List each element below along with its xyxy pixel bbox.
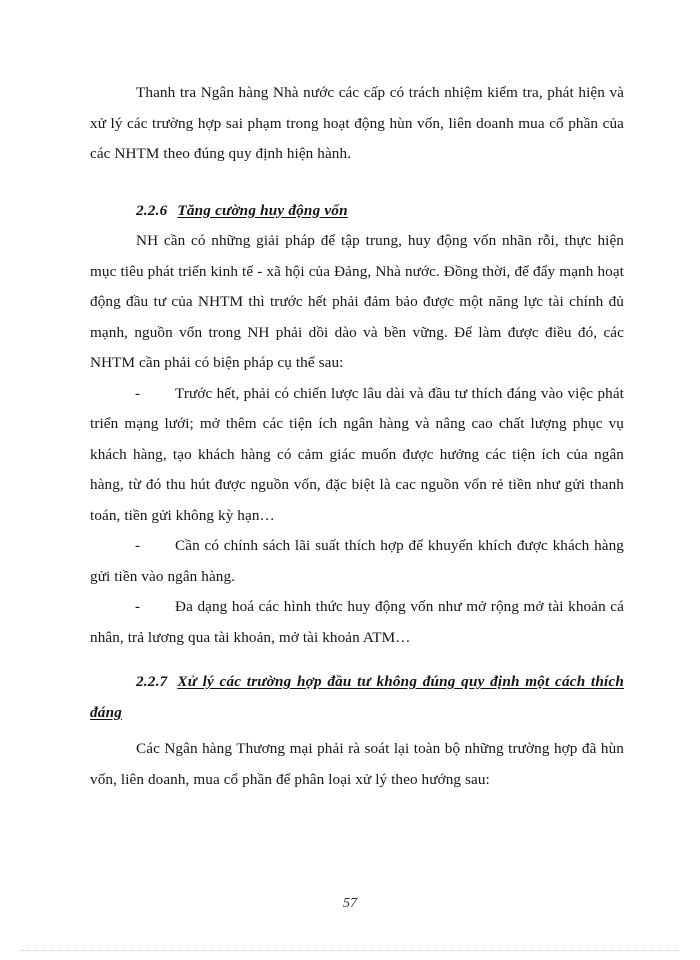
heading-2-2-7 xyxy=(90,667,624,728)
page-content xyxy=(90,78,624,795)
bullet-marker: - xyxy=(135,598,141,615)
heading-2-2-6 xyxy=(90,196,624,227)
bullet-text: Trước hết, phải có chiến lược lâu dài và đầu tư thích đáng vào việc phát triển mạng lưới; mở thêm các tiện ích ngân hàng và nâng cao chất lượng phục vụ khách hàng, tạo khách hàng có cảm giác muốn được hưởng các tiện ích của ngân hàng, từ đó thu hút được nguồn vốn, đặc biệt là cac nguồn vốn rẻ tiền như gửi thanh toán, tiền gửi không kỳ hạn… xyxy=(90,384,624,524)
bottom-dotted-rule xyxy=(20,950,680,951)
bullet-marker: - xyxy=(135,384,141,402)
bullet-text: Cần có chính sách lãi suất thích hợp để khuyến khích được khách hàng gửi tiền vào ngân hàng. xyxy=(90,537,624,585)
bullet-item-2 xyxy=(90,531,624,592)
heading-2-2-6-number: 2.2.6 xyxy=(136,201,168,219)
bullet-text: Đa dạng hoá các hình thức huy động vốn như mở rộng mở tài khoản cá nhân, trả lương qua tài khoản, mở tài khoản ATM… xyxy=(90,598,624,646)
spacer xyxy=(90,170,624,196)
spacer xyxy=(90,653,624,667)
paragraph-review-cases: Các Ngân hàng Thương mại phải rà soát lại toàn bộ những trường hợp đã hùn vốn, liên doanh, mua cổ phần để phân loại xử lý theo hướng sau: xyxy=(90,740,624,788)
paragraph-intro: Thanh tra Ngân hàng Nhà nước các cấp có trách nhiệm kiểm tra, phát hiện và xử lý các trường hợp sai phạm trong hoạt động hùn vốn, liên doanh mua cổ phần của các NHTM theo đúng quy định hiện hành. xyxy=(90,84,624,162)
paragraph-capital-mobilization: NH cần có những giải pháp để tập trung, huy động vốn nhãn rỗi, thực hiện mục tiêu phát triển kinh tế - xã hội của Đảng, Nhà nước. Đồng thời, để đẩy mạnh hoạt động đầu tư của NHTM thì trước hết phải đảm bảo được một năng lực tài chính đủ mạnh, nguồn vốn trong NH phải dồi dào và bền vững. Để làm được điều đó, các NHTM cần phải có biện pháp cụ thể sau: xyxy=(90,232,624,371)
bullet-marker: - xyxy=(135,537,141,554)
page-number: 57 xyxy=(343,896,357,911)
heading-2-2-7-title: Xử lý các trường hợp đầu tư không đúng quy định một cách thích đáng xyxy=(90,673,624,721)
heading-2-2-6-title: Tăng cường huy động vốn xyxy=(177,201,348,219)
bullet-item-1 xyxy=(90,379,624,532)
bullet-item-3 xyxy=(90,592,624,653)
heading-2-2-7-number: 2.2.7 xyxy=(136,673,168,690)
